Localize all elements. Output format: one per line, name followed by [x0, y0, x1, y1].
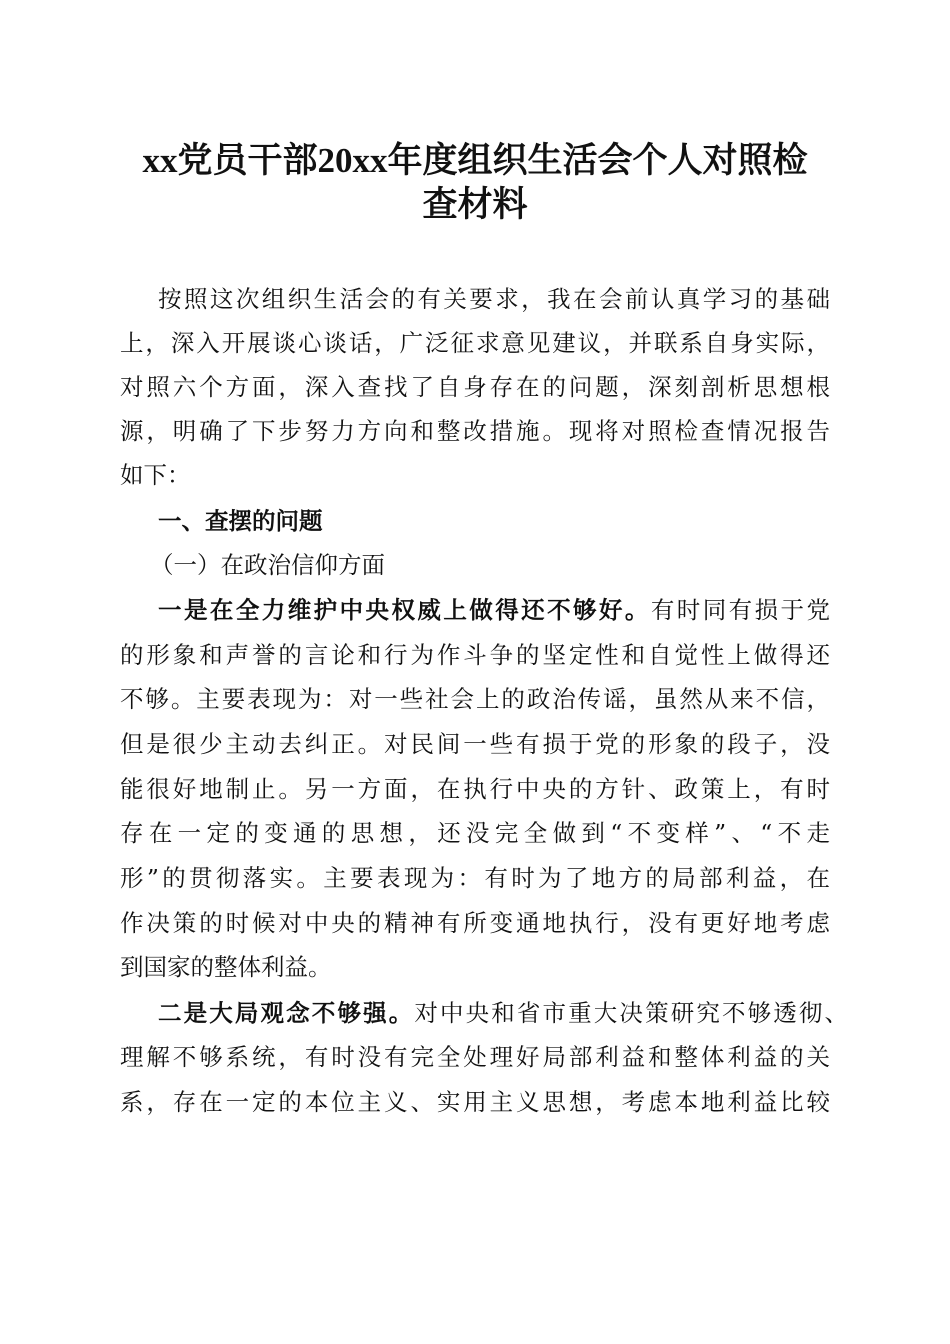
subsection-heading: （一）在政治信仰方面 [150, 551, 385, 579]
document-title-line-2: 查材料 [422, 185, 528, 224]
paragraph-text: 有时同有损于党 [650, 596, 830, 624]
paragraph-lead: 二是大局观念不够强。 [158, 999, 415, 1027]
paragraph-line: 形”的贯彻落实。主要表现为：有时为了地方的局部利益，在 [120, 864, 830, 892]
paragraph-lead: 一是在全力维护中央权威上做得还不够好。 [158, 596, 651, 624]
intro-line: 按照这次组织生活会的有关要求，我在会前认真学习的基础 [158, 285, 830, 313]
paragraph-line: 理解不够系统，有时没有完全处理好局部利益和整体利益的关 [120, 1043, 830, 1071]
intro-line: 如下： [120, 461, 191, 489]
paragraph-line: 不够。主要表现为：对一些社会上的政治传谣，虽然从来不信， [120, 685, 830, 713]
paragraph-line: 存在一定的变通的思想，还没完全做到“不变样”、“不走 [120, 819, 830, 847]
intro-line: 源，明确了下步努力方向和整改措施。现将对照检查情况报告 [120, 417, 830, 445]
intro-line: 上，深入开展谈心谈话，广泛征求意见建议，并联系自身实际， [120, 329, 830, 357]
paragraph-line: 系，存在一定的本位主义、实用主义思想，考虑本地利益比较 [120, 1088, 830, 1116]
intro-line: 对照六个方面，深入查找了自身存在的问题，深刻剖析思想根 [120, 373, 830, 401]
paragraph-line: 但是很少主动去纠正。对民间一些有损于党的形象的段子，没 [120, 730, 830, 758]
paragraph-first-line [158, 998, 848, 1028]
paragraph-line: 到国家的整体利益。 [120, 953, 332, 981]
paragraph-line: 作决策的时候对中央的精神有所变通地执行，没有更好地考虑 [120, 909, 830, 937]
paragraph-line: 能很好地制止。另一方面，在执行中央的方针、政策上，有时 [120, 775, 830, 803]
paragraph-text: 对中央和省市重大决策研究不够透彻、 [414, 999, 849, 1027]
section-heading: 一、查摆的问题 [158, 507, 323, 535]
paragraph-first-line [158, 595, 830, 625]
document-title-line-1: xx党员干部20xx年度组织生活会个人对照检 [142, 141, 808, 180]
paragraph-line: 的形象和声誉的言论和行为作斗争的坚定性和自觉性上做得还 [120, 641, 830, 669]
